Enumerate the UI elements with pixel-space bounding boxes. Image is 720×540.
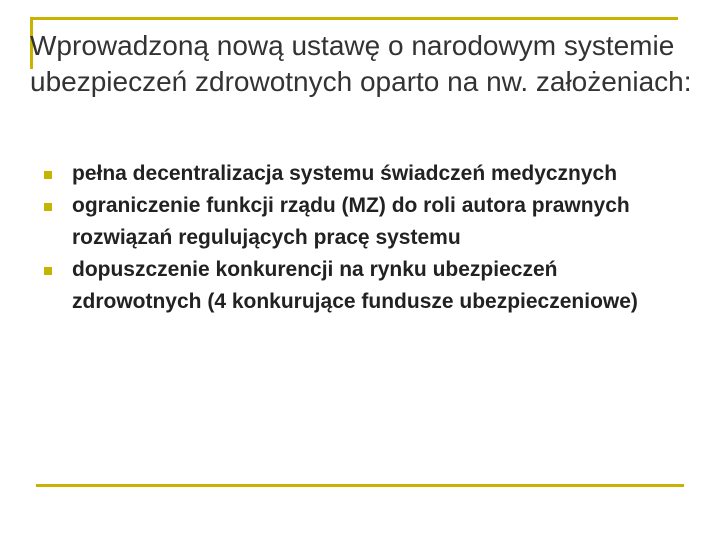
bullet-text: dopuszczenie konkurencji na rynku ubezpieczeń zdrowotnych (4 konkurujące fundusze ubezpieczeniowe)	[72, 258, 638, 313]
bullet-text: ograniczenie funkcji rządu (MZ) do roli autora prawnych rozwiązań regulujących pracę systemu	[72, 194, 630, 249]
top-rule	[30, 17, 678, 20]
bullet-item	[44, 254, 684, 318]
bullet-list	[44, 158, 684, 318]
bullet-text: pełna decentralizacja systemu świadczeń medycznych	[72, 162, 618, 185]
square-bullet-icon	[44, 171, 52, 179]
bullet-item	[44, 190, 684, 254]
square-bullet-icon	[44, 267, 52, 275]
bullet-item	[44, 158, 684, 190]
bottom-rule	[36, 484, 684, 487]
slide-title: Wprowadzoną nową ustawę o narodowym systemie ubezpieczeń zdrowotnych oparto na nw. założeniach:	[30, 30, 692, 97]
square-bullet-icon	[44, 203, 52, 211]
